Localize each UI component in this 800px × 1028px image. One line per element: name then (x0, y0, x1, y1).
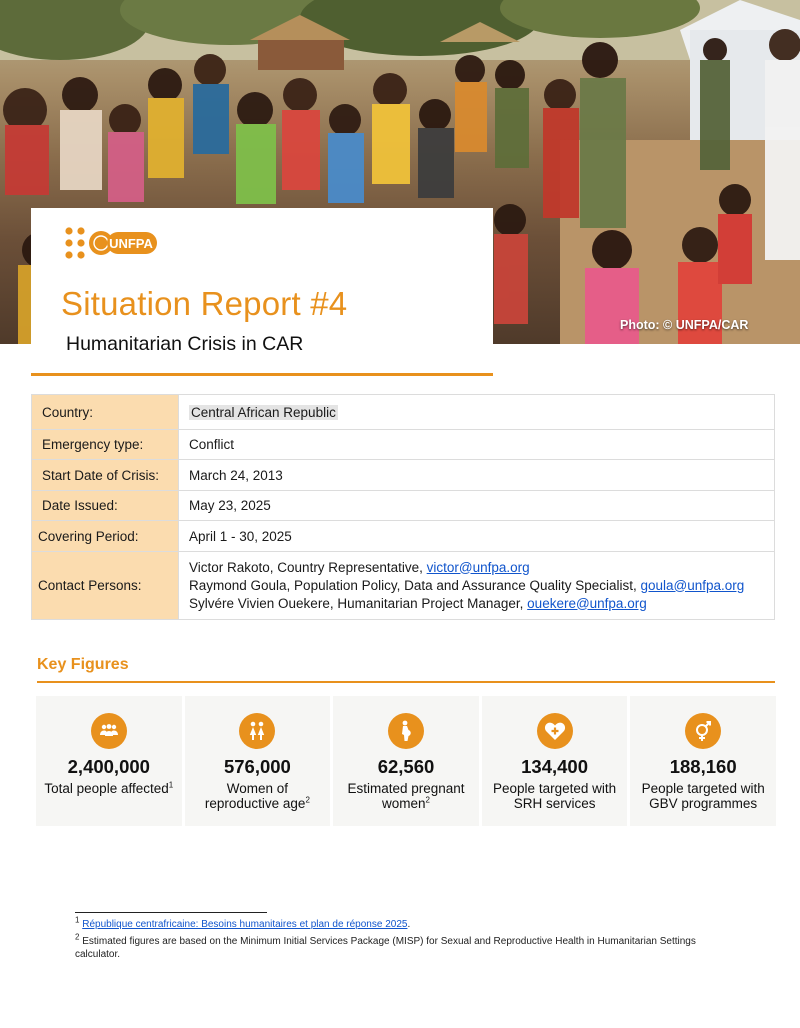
info-label: Date Issued: (32, 491, 179, 521)
info-label: Country: (32, 395, 179, 430)
footnote-text: Estimated figures are based on the Minimum Initial Services Package (MISP) for Sexual and Reproductive Health in Humanitarian Settings calculator. (75, 936, 696, 960)
key-figure-card (185, 696, 331, 826)
photo-credit: Photo: © UNFPA/CAR (620, 318, 749, 332)
key-figure-value: 576,000 (223, 756, 291, 777)
contact-name: Raymond Goula, Population Policy, Data and Assurance Quality Specialist, (189, 577, 641, 593)
key-figures-heading: Key Figures (37, 656, 129, 673)
key-figure-value: 62,560 (377, 756, 435, 777)
footnote-divider (75, 912, 267, 913)
key-figure-card (36, 696, 182, 826)
contact-email-link[interactable]: victor@unfpa.org (426, 559, 530, 575)
footnote-ref[interactable]: 1 (168, 780, 174, 790)
contact-name: Victor Rakoto, Country Representative, (189, 559, 427, 575)
footnote-ref[interactable]: 2 (425, 795, 430, 805)
info-table (31, 394, 775, 620)
contact-email-link[interactable]: ouekere@unfpa.org (527, 595, 647, 611)
contact-email-link[interactable]: goula@unfpa.org (640, 577, 745, 593)
info-row-emergency (32, 430, 775, 460)
key-figure-card (630, 696, 776, 826)
key-figure-value: 188,160 (669, 756, 737, 777)
info-label: Covering Period: (32, 521, 179, 552)
report-subtitle: Humanitarian Crisis in CAR (66, 333, 304, 355)
key-figure-value: 134,400 (521, 756, 589, 777)
info-row-contacts (32, 552, 775, 620)
footnote-1: $^1$ République centrafricaine: Besoins humanitaires et plan de réponse 2025. (75, 915, 411, 930)
contact-person (189, 577, 774, 595)
info-label: Emergency type: (32, 430, 179, 460)
info-label: Contact Persons: (32, 552, 179, 620)
title-card (31, 208, 493, 376)
contact-person (189, 559, 774, 577)
info-value: Conflict (179, 430, 775, 460)
people-group-icon (91, 713, 127, 749)
footnote-ref[interactable]: 2 (305, 795, 310, 805)
contact-person (189, 595, 774, 613)
key-figure-label: People targeted with GBV programmes (641, 781, 765, 811)
info-label: Start Date of Crisis: (32, 460, 179, 491)
contacts-value (179, 552, 775, 620)
pregnant-woman-icon (388, 713, 424, 749)
key-figure-value: 2,400,000 (67, 756, 150, 777)
footnote-number: 2 (75, 932, 80, 942)
key-figure-label: Total people affected$^1$ (44, 780, 174, 796)
info-value: March 24, 2013 (179, 460, 775, 491)
footnote-source-link[interactable]: République centrafricaine: Besoins humanitaires et plan de réponse 2025 (82, 919, 408, 930)
key-figures-divider (37, 681, 775, 683)
svg-text:UNFPA: UNFPA (109, 236, 153, 251)
women-icon (239, 713, 275, 749)
country-value: Central African Republic (191, 404, 336, 420)
info-row-country (32, 395, 775, 430)
key-figure-label: Estimated pregnant women$^2$ (347, 781, 465, 811)
key-figure-label: Women of reproductive age$^2$ (204, 781, 310, 811)
key-figures-row (36, 696, 776, 826)
report-title: Situation Report #4 (61, 285, 348, 322)
unfpa-logo (63, 226, 158, 270)
info-row-date-issued (32, 491, 775, 521)
footnote-number: 1 (75, 915, 80, 925)
key-figure-card (333, 696, 479, 826)
info-value: May 23, 2025 (179, 491, 775, 521)
info-row-start-date (32, 460, 775, 491)
key-figure-card (482, 696, 628, 826)
key-figure-label: People targeted with SRH services (493, 781, 617, 811)
heart-plus-icon (537, 713, 573, 749)
info-value (179, 395, 775, 430)
gender-icon (685, 713, 721, 749)
contact-name: Sylvére Vivien Ouekere, Humanitarian Project Manager, (189, 595, 528, 611)
footnote-2 (75, 932, 715, 961)
info-value: April 1 - 30, 2025 (179, 521, 775, 552)
info-row-period (32, 521, 775, 552)
